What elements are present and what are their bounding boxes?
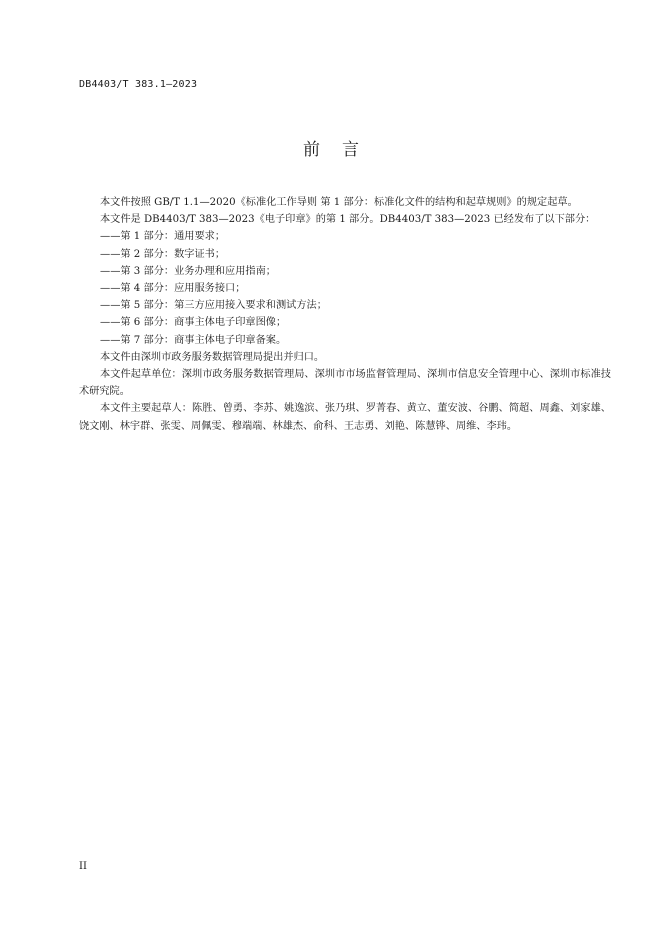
list-item-part-2: ——第 2 部分：数字证书； bbox=[100, 248, 226, 260]
list-item-part-4: ——第 4 部分：应用服务接口； bbox=[100, 283, 246, 295]
paragraph-proposer: 本文件由深圳市政务服务数据管理局提出并归口。 bbox=[100, 351, 325, 363]
paragraph-series-intro: 本文件是 DB4403/T 383—2023《电子印章》的第 1 部分。DB4403/T 383—2023 已经发布了以下部分： bbox=[100, 214, 596, 226]
document-id-header: DB4403/T 383.1—2023 bbox=[79, 79, 198, 90]
paragraph-drafting-units: 本文件起草单位：深圳市政务服务数据管理局、深圳市市场监督管理局、深圳市信息安全管理中心、深圳市标准技术研究院。 bbox=[79, 369, 611, 398]
list-item-part-7: ——第 7 部分：商事主体电子印章备案。 bbox=[100, 334, 287, 346]
list-item-part-6: ——第 6 部分：商事主体电子印章图像； bbox=[100, 317, 287, 329]
paragraph-drafters: 本文件主要起草人：陈胜、曾勇、李苏、姚逸滨、张乃琪、罗菁春、黄立、董安波、谷鹏、简超、周鑫、刘家雄、饶文刚、林宇群、张雯、周佩雯、穆端端、林雄杰、俞科、王志勇、刘艳、陈慧铧、周维、李玮。 bbox=[79, 403, 611, 432]
page-title: 前言 bbox=[303, 140, 381, 160]
list-item-part-5: ——第 5 部分：第三方应用接入要求和测试方法； bbox=[100, 300, 327, 312]
document-body bbox=[79, 194, 611, 435]
list-item-part-3: ——第 3 部分：业务办理和应用指南； bbox=[100, 265, 276, 277]
page-number: II bbox=[79, 861, 87, 872]
paragraph-drafting-basis: 本文件按照 GB/T 1.1—2020《标准化工作导则 第 1 部分：标准化文件的结构和起草规则》的规定起草。 bbox=[100, 197, 578, 208]
list-item-part-1: ——第 1 部分：通用要求； bbox=[100, 231, 226, 243]
